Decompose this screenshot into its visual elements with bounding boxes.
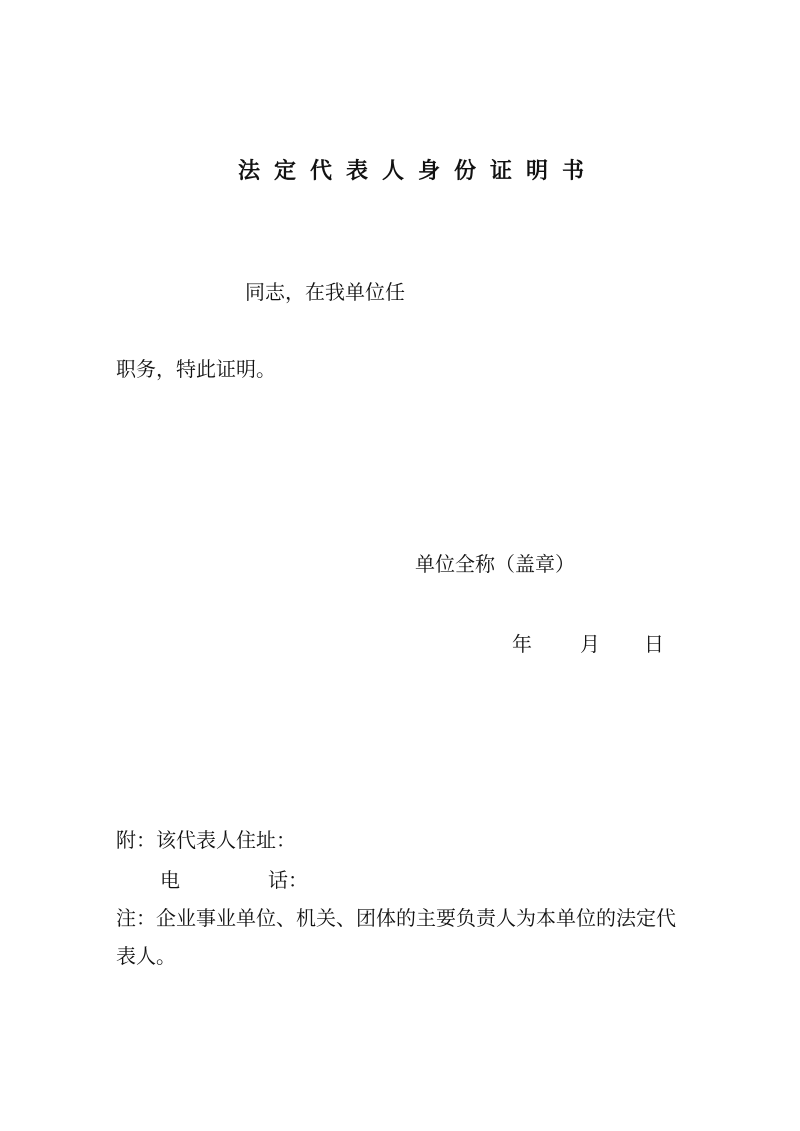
certification-line-2: 职务，特此证明。	[116, 357, 276, 381]
organization-seal-label: 单位全称（盖章）	[415, 552, 575, 576]
note-line-2: 表人。	[116, 944, 176, 968]
phone-label-part-1: 电	[160, 868, 180, 892]
date-day-label: 日	[644, 632, 664, 656]
note-line-1: 注：企业事业单位、机关、团体的主要负责人为本单位的法定代	[116, 906, 676, 930]
phone-line	[160, 866, 308, 894]
date-line	[512, 630, 664, 658]
certification-line-1: 同志，在我单位任	[245, 280, 405, 304]
phone-label-part-2: 话：	[268, 868, 308, 892]
date-year-label: 年	[512, 632, 532, 656]
representative-address-label: 附：该代表人住址：	[116, 828, 296, 852]
document-title: 法定代表人身份证明书	[237, 159, 598, 184]
date-month-label: 月	[580, 632, 600, 656]
